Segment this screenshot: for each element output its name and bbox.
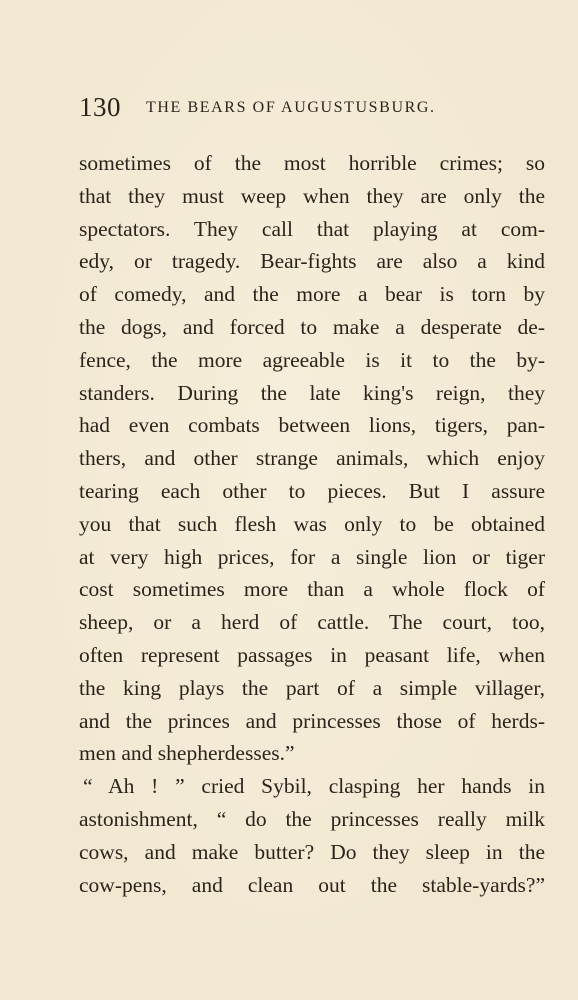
text-line-19: men and shepherdesses.” <box>79 741 295 766</box>
text-line-11: tearing each other to pieces. But I assure <box>79 478 545 503</box>
text-line-21: astonishment, “ do the princesses really milk <box>79 806 545 831</box>
text-line-5: of comedy, and the more a bear is torn by <box>79 282 545 307</box>
text-line-1: sometimes of the most horrible crimes; so <box>79 151 545 175</box>
text-line-8: standers. During the late king's reign, they <box>79 380 545 405</box>
text-line-10: thers, and other strange animals, which enjoy <box>79 446 545 471</box>
text-line-6: the dogs, and forced to make a desperate de- <box>79 314 545 339</box>
text-line-9: had even combats between lions, tigers, pan- <box>79 413 545 438</box>
text-line-16: often represent passages in peasant life, when <box>79 642 545 667</box>
text-line-7: fence, the more agreeable is it to the by- <box>79 347 545 372</box>
text-line-4: edy, or tragedy. Bear-fights are also a kind <box>79 249 545 274</box>
text-line-13: at very high prices, for a single lion or tiger <box>79 544 545 569</box>
text-line-23: cow-pens, and clean out the stable-yards?” <box>79 872 545 897</box>
text-line-14: cost sometimes more than a whole flock of <box>79 577 545 602</box>
text-line-20: “ Ah ! ” cried Sybil, clasping her hands in <box>83 774 545 799</box>
text-line-17: the king plays the part of a simple villager, <box>79 675 545 700</box>
text-line-12: you that such flesh was only to be obtained <box>79 511 545 536</box>
running-title: THE BEARS OF AUGUSTUSBURG. <box>146 99 436 116</box>
text-line-3: spectators. They call that playing at com- <box>79 216 545 241</box>
running-head <box>79 92 549 122</box>
text-line-2: that they must weep when they are only the <box>79 183 545 208</box>
text-line-15: sheep, or a herd of cattle. The court, too, <box>79 610 545 635</box>
text-line-22: cows, and make butter? Do they sleep in the <box>79 839 545 864</box>
text-line-18: and the princes and princesses those of herds- <box>79 708 545 733</box>
body-text <box>79 147 545 901</box>
page-number: 130 <box>79 92 121 122</box>
